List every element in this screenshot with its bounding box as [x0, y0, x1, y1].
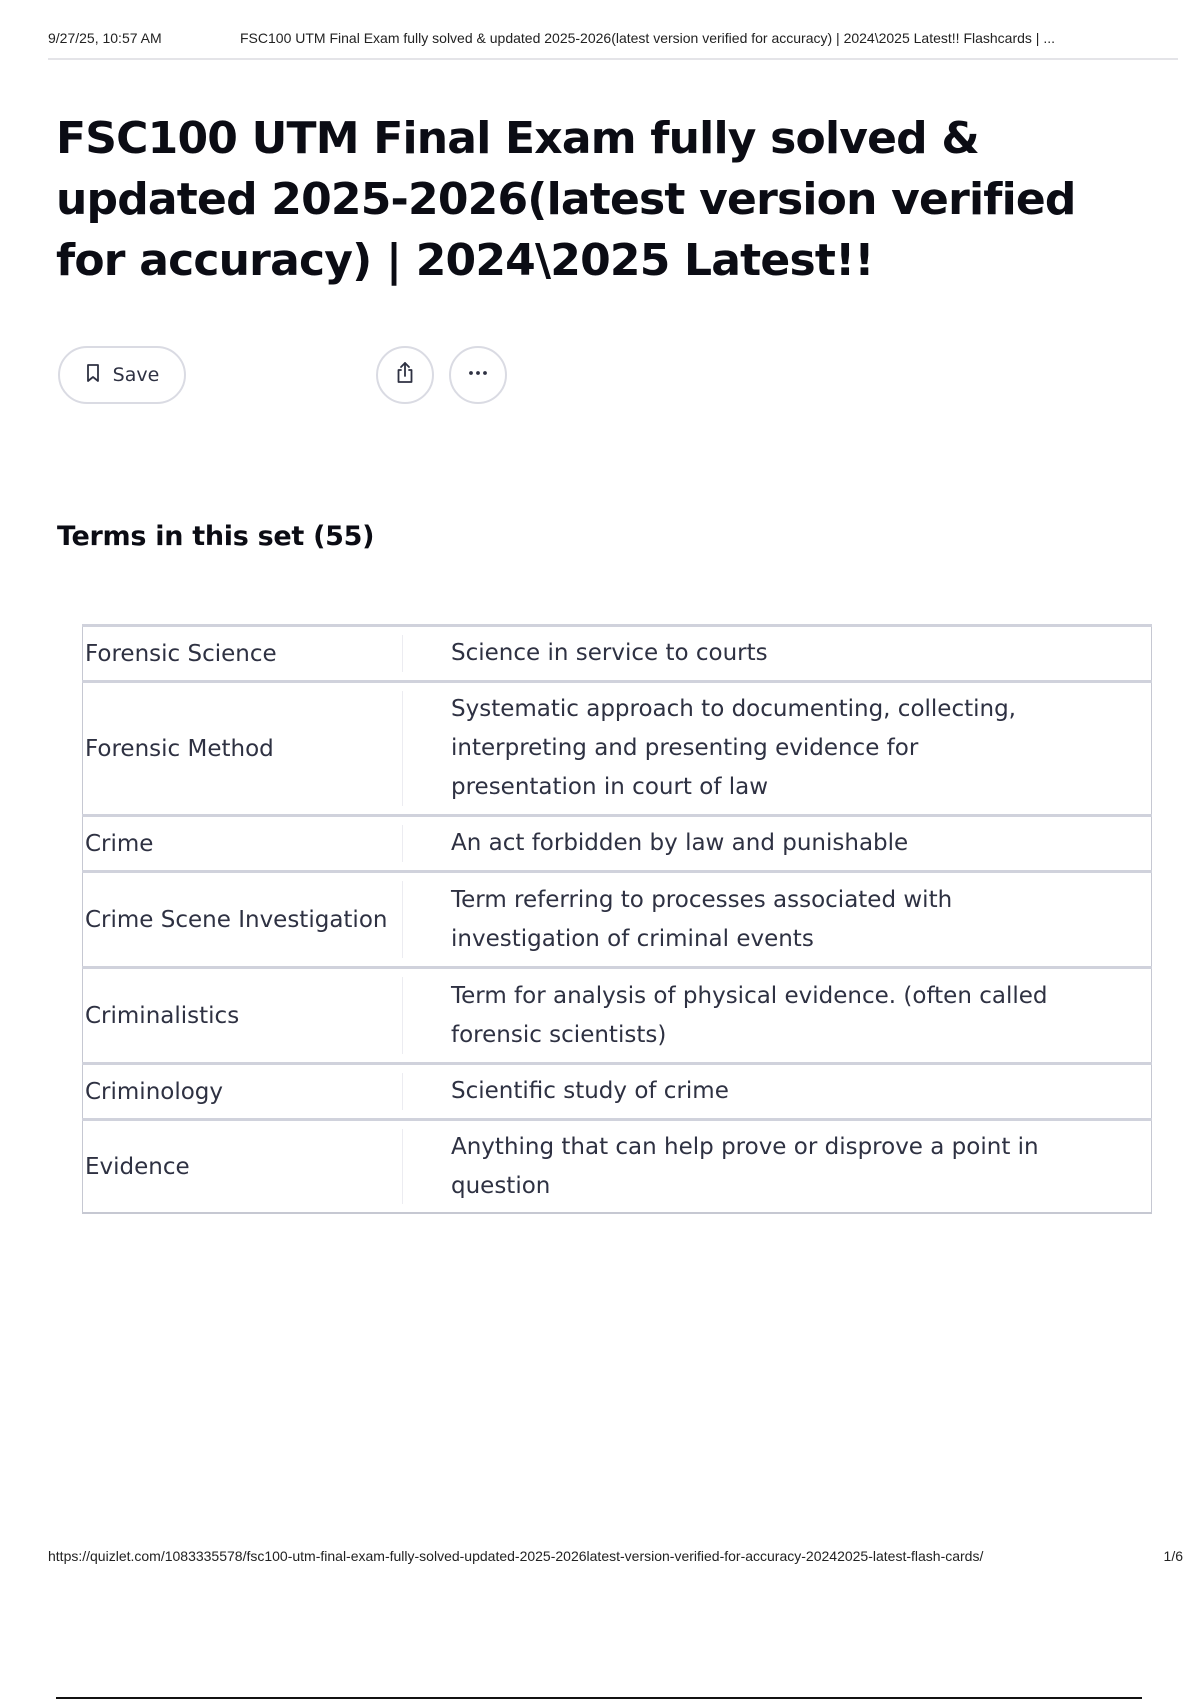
definition-cell: Term referring to processes associated with investigation of criminal events — [403, 872, 1152, 968]
term-row — [83, 1120, 1152, 1214]
definition-cell: Systematic approach to documenting, collecting, interpreting and presenting evidence for presentation in court of law — [403, 682, 1152, 816]
term-cell: Crime — [83, 816, 404, 872]
definition-cell: Science in service to courts — [403, 626, 1152, 682]
term-row — [83, 872, 1152, 968]
save-button[interactable] — [58, 346, 186, 404]
page-title: FSC100 UTM Final Exam fully solved & updated 2025-2026(latest version verified for accuracy) | 2024\2025 Latest!! — [56, 113, 1076, 286]
term-cell: Evidence — [83, 1120, 404, 1214]
bookmark-icon — [85, 363, 101, 388]
more-options-icon — [465, 360, 491, 390]
term-cell: Criminalistics — [83, 968, 404, 1064]
term-row — [83, 682, 1152, 816]
print-document-title: FSC100 UTM Final Exam fully solved & updated 2025-2026(latest version verified for accuracy) | 2024\2025 Latest!! Flashcards | ... — [240, 30, 1056, 46]
terms-heading: Terms in this set (55) — [57, 521, 375, 552]
more-options-button[interactable] — [449, 346, 507, 404]
share-button[interactable] — [376, 346, 434, 404]
term-cell: Forensic Science — [83, 626, 404, 682]
page-number: 1/6 — [1163, 1548, 1183, 1564]
term-cell: Forensic Method — [83, 682, 404, 816]
print-header — [48, 28, 1178, 60]
definition-cell: Term for analysis of physical evidence. (often called forensic scientists) — [403, 968, 1152, 1064]
term-row — [83, 968, 1152, 1064]
print-url: https://quizlet.com/1083335578/fsc100-utm-final-exam-fully-solved-updated-2025-2026latest-version-verified-for-accuracy-20242025-latest-flash-cards/ — [48, 1548, 984, 1564]
term-cell: Criminology — [83, 1064, 404, 1120]
term-row — [83, 626, 1152, 682]
action-bar — [58, 346, 518, 408]
definition-cell: An act forbidden by law and punishable — [403, 816, 1152, 872]
save-button-label: Save — [112, 364, 160, 386]
terms-table — [82, 624, 1152, 1214]
term-row — [83, 816, 1152, 872]
page-divider — [56, 1697, 1142, 1699]
share-icon — [392, 360, 418, 390]
print-date: 9/27/25, 10:57 AM — [48, 30, 162, 46]
term-row — [83, 1064, 1152, 1120]
definition-cell: Scientific study of crime — [403, 1064, 1152, 1120]
definition-cell: Anything that can help prove or disprove a point in question — [403, 1120, 1152, 1214]
term-cell: Crime Scene Investigation — [83, 872, 404, 968]
